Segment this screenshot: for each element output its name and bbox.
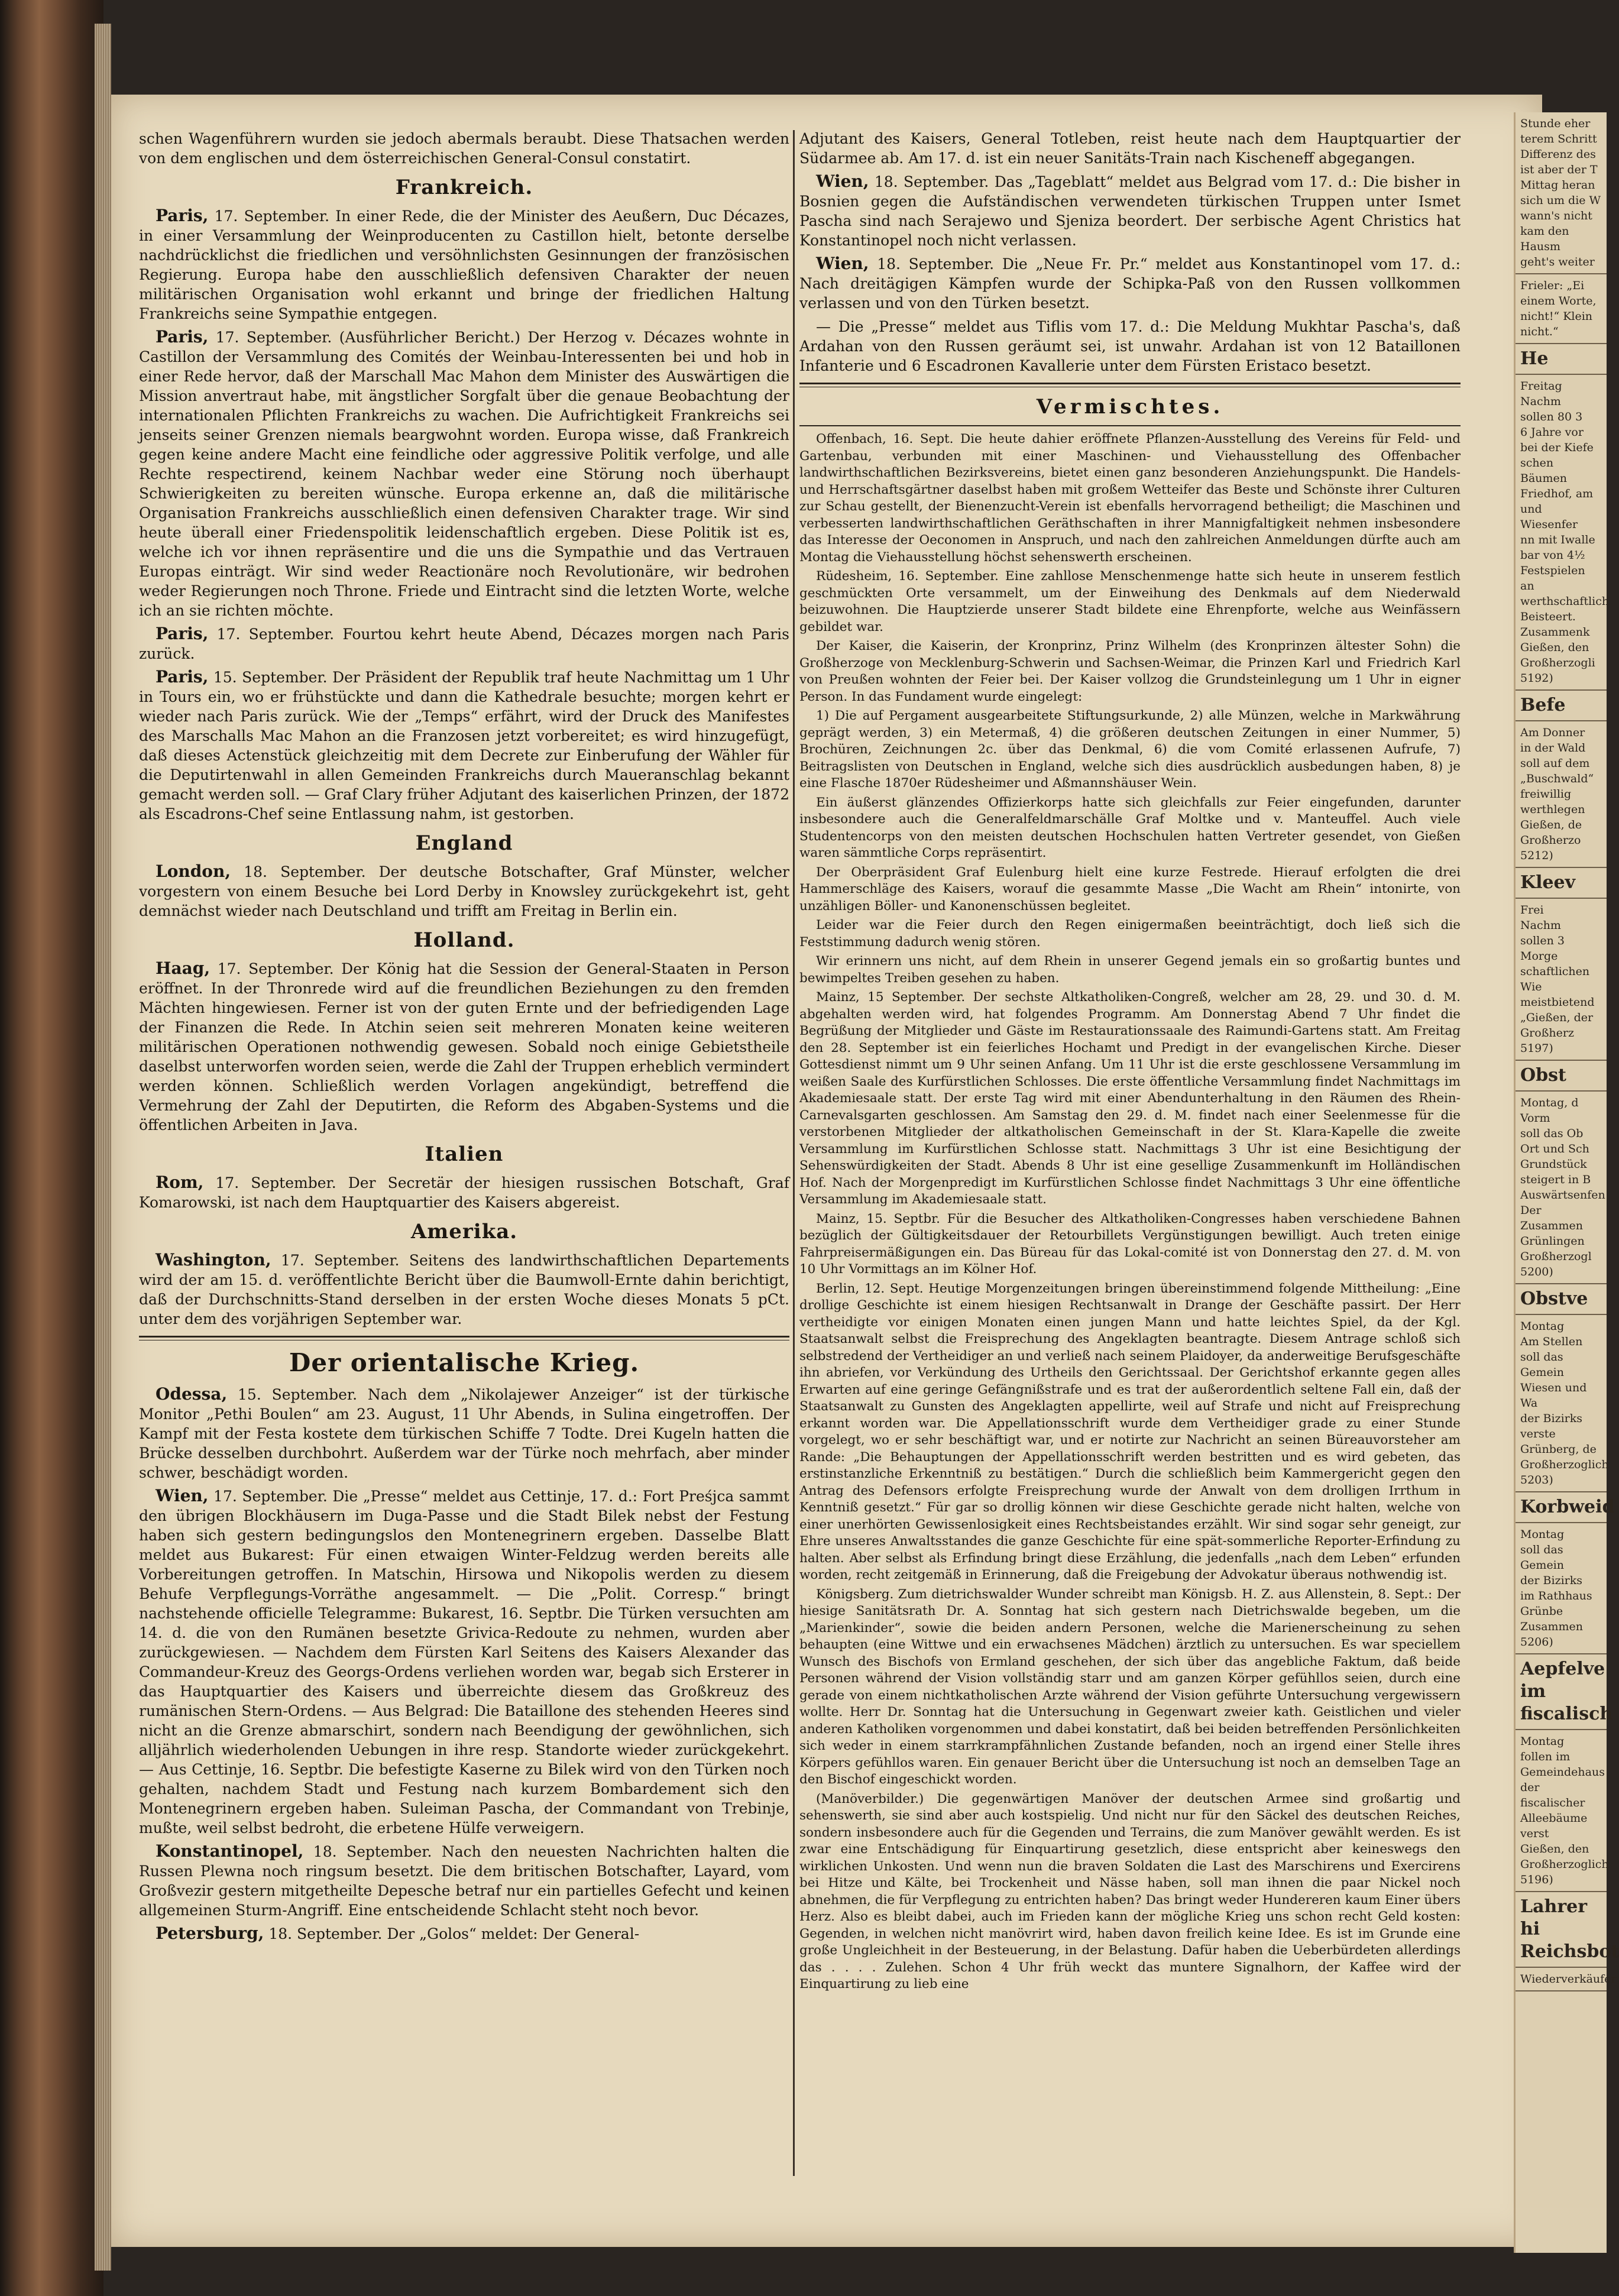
dateline: Wien, <box>816 254 869 273</box>
fragment-text: Freitag Nachm sollen 80 3 6 Jahre vor bei der Kiefe schen Bäumen Friedhof, am und Wiesenfer nn mit Iwalle bar von 4½ Festspielen an werthschaftlich Beisteert. Zusammenk Gießen, den Großherzogli 5192) <box>1516 375 1607 691</box>
news-item <box>139 1384 789 1482</box>
fragment-text: Montag, d Vorm soll das Ob Ort und Sch Grundstück steigert in B Auswärtsenfen Der Zusammen Grünlingen Großherzogl 5200) <box>1516 1092 1607 1284</box>
frankreich-items <box>139 206 789 824</box>
fragment-text: Montag soll das Gemein der Bizirks im Rathhaus Grünbe Zusammen 5206) <box>1516 1523 1607 1654</box>
fragment-text: Montag follen im Gemeindehaus der fiscalischer Alleebäume verst Gießen, den Großherzoglich 5196) <box>1516 1730 1607 1892</box>
fragment-heading: Korbweid <box>1516 1492 1607 1523</box>
news-text: 18. September. Der „Golos“ meldet: Der General- <box>264 1925 640 1942</box>
news-item <box>139 1486 789 1838</box>
news-text: 17. September. Der König hat die Session der General-Staaten in Person eröffnet. In der Thronrede wird auf die freundlichen Beziehungen zu den fremden Mächten hingewiesen. Ferner ist von der guten Ernte und der befriedigenden Lage der Finanzen die Rede. In Atchin seien seit mehreren Monaten keine weiteren militärischen Operationen nothwendig gewesen. Sobald noch einige Gebietstheile daselbst unterworfen worden seien, werde die Zahl der Truppen erheblich vermindert werden können. Schließlich werden Vorlagen angekündigt, betreffend die Vermehrung der Zahl der Deputirten, die Reform des Abgaben-Systems und die öffentlichen Arbeiten in Java. <box>139 960 789 1134</box>
fragment-heading: Aepfelve im fiscalisch <box>1516 1654 1607 1730</box>
news-item <box>139 667 789 824</box>
news-text: 17. September. In einer Rede, die der Minister des Aeußern, Duc Décazes, in einer Versammlung der Weinproducenten zu Castillon hielt, betonte derselbe nachdrücklichst die friedlichen und versöhnlichsten Gesinnungen der französischen Regierung. Europa habe den ausschließlich defensiven Charakter der neuen militärischen Organisation wohl erkannt und bringe der friedlichen Haltung Frankreichs seine Sympathie entgegen. <box>139 208 789 322</box>
dateline: Paris, <box>156 667 209 686</box>
news-item <box>799 171 1461 250</box>
news-text: 18. September. Nach den neuesten Nachrichten halten die Russen Plewna noch ringsum besetzt. Die dem britischen Botschafter, Layard, vom Großvezir gestern mitgetheilte Depesche betraf nur ein partielles Gefecht und keinen allgemeinen Sturm-Angriff. Eine entscheidende Schlacht steht noch bevor. <box>139 1843 789 1919</box>
news-text: 18. September. Der deutsche Botschafter, Graf Münster, welcher vorgestern von einem Besuche bei Lord Derby in Knowsley zurückgekehrt ist, geht demnächst wieder nach Deutschland und trifft am Freitag in Berlin ein. <box>139 863 789 919</box>
news-text: 17. September. Seitens des landwirthschaftlichen Departements wird der am 15. d. veröffentlichte Bericht über die Baumwoll-Ernte dahin berichtigt, daß der Durchschnitts-Stand derselben in der ersten Woche dieses Monats 5 pCt. unter dem des vorjährigen September war. <box>139 1252 789 1327</box>
news-item <box>139 1173 789 1212</box>
dateline: Wien, <box>156 1486 209 1505</box>
fragment-text: Stunde eher terem Schritt Differenz des ist aber der T Mittag heran sich um die W wann's nicht kam den Hausm geht's weiter <box>1516 112 1607 274</box>
fragment-heading: Obst <box>1516 1061 1607 1092</box>
news-item <box>139 1250 789 1329</box>
left-column <box>139 129 789 2198</box>
news-text: 17. September. Die „Presse“ meldet aus Cettinje, 17. d.: Fort Preśjca sammt den übrigen Blockhäusern im Duga-Passe und die Stadt Bilek nebst der Festung haben sich gestern bedingungslos den Montenegrinern ergeben. Dasselbe Blatt meldet aus Bukarest: Für einen etwaigen Winter-Feldzug werden bereits alle Vorbereitungen getroffen. In Matschin, Hirsowa und Nikopolis werden zu diesem Behufe Verpflegungs-Vorräthe angesammelt. — Die „Polit. Corresp.“ bringt nachstehende officielle Telegramme: Bukarest, 16. Septbr. Die Türken versuchten am 14. d. die von den Rumänen besetzte Grivica-Redoute zu nehmen, wurden aber zurückgewiesen. — Nachdem dem Fürsten Karl Seitens des Kaisers Alexander das Commandeur-Kreuz des Georgs-Ordens verliehen worden war, begab sich Ersterer in das Hauptquartier des Kaisers und überreichte diesem das Großkreuz des rumänischen Stern-Ordens. — Aus Belgrad: Die Bataillone des stehenden Heeres sind nicht an die Grenze abmarschirt, sondern nach Beendigung der gewöhnlichen, sich alljährlich wiederholenden Uebungen in ihre resp. Standorte wieder zurückgekehrt. — Aus Cettinje, 16. Septbr. Die befestigte Kaserne zu Bilek wird von den Türken noch gehalten, nachdem Stadt und Festung nach kurzem Bombardement sich den Montenegrinern ergeben haben. Suleiman Pascha, der Commandant von Trebinje, mußte, weil selbst bedroht, die erbetene Hülfe verweigern. <box>139 1488 789 1837</box>
right-column <box>799 129 1461 2198</box>
fragment-heading: Befe <box>1516 691 1607 721</box>
section-heading-frankreich: Frankreich. <box>395 176 533 199</box>
dateline: Paris, <box>156 327 209 346</box>
news-text: 17. September. Der Secretär der hiesigen russischen Botschaft, Graf Komarowski, ist nach dem Hauptquartier des Kaisers abgereist. <box>139 1174 789 1211</box>
dateline: Washington, <box>156 1250 271 1270</box>
news-text: 15. September. Der Präsident der Republik traf heute Nachmittag um 1 Uhr in Tours ein, wo er frühstückte und dann die Kathedrale besuchte; morgen kehrt er wieder nach Paris zurück. Wie der „Temps“ erfährt, wird der Druck des Manifestes des Marschalls Mac Mahon an die Franzosen jetzt vorbereitet; es wird hinzugefügt, daß dieses Actenstück gleichzeitig mit dem Decrete zur Einberufung der Wähler für die Deputirtenwahl in allen Gemeinden Frankreichs durch Maueranschlag bekannt gemacht werden soll. — Graf Clary früher Adjutant des kaiserlichen Prinzen, der 1872 als Escadrons-Chef seine Entlassung nahm, ist gestorben. <box>139 669 789 822</box>
heading-rule <box>799 425 1461 426</box>
dateline: London, <box>156 862 231 881</box>
section-separator <box>139 1336 789 1340</box>
paragraph: Der Oberpräsident Graf Eulenburg hielt eine kurze Festrede. Hierauf erfolgten die drei Hammerschläge des Kaisers, worauf die gesammte Masse „Die Wacht am Rhein“ intonirte, von unzähligen Böller- und Kanonenschüssen begleitet. <box>799 864 1461 914</box>
news-item <box>139 206 789 323</box>
paragraph: Wir erinnern uns nicht, auf dem Rhein in unserer Gegend jemals ein so großartig buntes und bewimpeltes Treiben gesehen zu haben. <box>799 954 1461 986</box>
news-text: 15. September. Nach dem „Nikolajewer Anzeiger“ ist der türkische Monitor „Pethi Boulen“ am 23. August, 11 Uhr Abends, in Sulina eingetroffen. Der Kampf mit der Festa kostete dem türkischen Schiffe 7 Todte. Drei Kugeln hatten die Brücke desselben durchbohrt. Außerdem war der Türke noch mehrfach, aber minder schwer, beschädigt worden. <box>139 1386 789 1481</box>
fragment-text: Am Donner in der Wald soll auf dem „Buschwald“ freiwillig werthlegen Gießen, de Großherzo 5212) <box>1516 721 1607 868</box>
dateline: Paris, <box>156 624 209 643</box>
news-item <box>139 327 789 620</box>
news-text: — Die „Presse“ meldet aus Tiflis vom 17. d.: Die Meldung Mukhtar Pascha's, daß Ardahan von den Russen geräumt sei, ist unwahr. Ardahan ist von 12 Bataillonen Infanterie und 6 Escadronen Kavallerie unter dem Fürsten Eristaco besetzt. <box>799 318 1461 374</box>
paragraph: Leider war die Feier durch den Regen einigermaßen beeinträchtigt, doch ließ sich die Feststimmung dadurch wenig stören. <box>799 918 1461 950</box>
fragment-text: Wiederverkäufer <box>1516 1968 1607 1991</box>
column-divider <box>793 130 795 2176</box>
fragment-heading: Lahrer hi Reichsbot <box>1516 1892 1607 1968</box>
fragment-text: Frei Nachm sollen 3 Morge schaftlichen Wie meistbietend „Gießen, der Großherz 5197) <box>1516 899 1607 1061</box>
dateline: Haag, <box>156 958 211 978</box>
paragraph: Königsberg. Zum dietrichswalder Wunder schreibt man Königsb. H. Z. aus Allenstein, 8. Sept.: Der hiesige Sanitätsrath Dr. A. Sonntag hat sich gestern nach Dietrichswalde begeben, um die „Marienkinder“, sowie die beiden andern Personen, welche die Marienerscheinung zu sehen behaupten (eine Wittwe und ein erwachsenes Mädchen) ärztlich zu untersuchen. Es war speciellem Wunsch des Bischofs von Ermland geschehen, der sich über das angebliche Faktum, daß beide Personen während der Vision vollständig starr und am ganzen Körper gefühllos seien, durch eine gerade von einem nichtkatholischen Arzte während der Vision geführte Untersuchung vergewissern wollte. Herr Dr. Sonntag hat die Untersuchung in Gegenwart zweier kath. Geistlichen und vieler anderen Katholiken vorgenommen und dabei konstatirt, daß bei beiden betreffenden Persönlichkeiten sich weder in einem starrkrampfähnlichen Zustande befanden, noch an irgend einer Stelle ihres Körpers gefühllos waren. Ein genauer Bericht über die Untersuchung ist noch an demselben Tage an den Bischof eingeschickt worden. <box>799 1586 1461 1787</box>
fragment-heading: Obstve <box>1516 1284 1607 1315</box>
news-text: 17. September. Fourtou kehrt heute Abend, Décazes morgen nach Paris zurück. <box>139 626 789 662</box>
paragraph: Rüdesheim, 16. September. Eine zahllose Menschenmenge hatte sich heute in unserem festlich geschmückten Orte versammelt, um der Einweihung des Denkmals auf dem Niederwald beizuwohnen. Die Hauptzierde unserer Stadt bildete eine Ehrenpforte, welche aus Weinfässern gebildet war. <box>799 569 1461 634</box>
carryover-text: schen Wagenführern wurden sie jedoch abermals beraubt. Diese Thatsachen werden von dem englischen und dem österreichischen General-Consul constatirt. <box>139 130 789 167</box>
section-heading-england: England <box>415 831 513 855</box>
page-stack-edge <box>95 24 111 2271</box>
paragraph: Mainz, 15 September. Der sechste Altkatholiken-Congreß, welcher am 28, 29. und 30. d. M. abgehalten werden wird, hat folgendes Programm. Am Donnerstag Abend 7 Uhr findet die Begrüßung der Mitglieder und Gäste im Restaurationssaale des Raimundi-Gartens statt. Am Freitag den 28. September ist ein feierliches Hochamt und Predigt in der evangelischen Kirche. Dieser Gottesdienst nimmt um 9 Uhr seinen Anfang. Um 11 Uhr ist die erste geschlossene Versammlung im weißen Saale des Kurfürstlichen Schlosses. Die erste öffentliche Versammlung findet Nachmittags im Akademiesaale statt. Der erste Tag wird mit einer Abendunterhaltung in den Räumen des Rhein-Carnevalsgarten geschlossen. Am Samstag den 29. d. M. findet nach einer Seelenmesse für die verstorbenen Mitglieder der altkatholischen Gemeinschaft in der St. Klara-Kapelle die zweite Versammlung im Kurfürstlichen Schlosse statt. Nachmittags 3 Uhr ist eine Besichtigung der Sehenswürdigkeiten der Stadt. Abends 8 Uhr ist eine gesellige Zusammenkunft im Holländischen Hof. Nach der Morgenpredigt im Kurfürstlichen Schlosse findet Nachmittags 3 Uhr eine öffentliche Versammlung im Akademiesaale statt. <box>799 990 1461 1207</box>
book-binding-spine <box>0 0 103 2296</box>
news-text: 18. September. Das „Tageblatt“ meldet aus Belgrad vom 17. d.: Die bisher in Bosnien gegen die Aufständischen verwendeten türkischen Truppen unter Ismet Pascha sind nach Serajewo und Sjeniza beordert. Der serbische Agent Christics hat Konstantinopel noch nicht verlassen. <box>799 173 1461 249</box>
news-item <box>799 316 1461 375</box>
fragment-heading: He <box>1516 344 1607 375</box>
news-item <box>139 862 789 921</box>
news-item <box>139 1841 789 1920</box>
dateline: Petersburg, <box>156 1923 264 1943</box>
news-item <box>139 1923 789 1944</box>
section-heading-orientalische-krieg: Der orientalische Krieg. <box>289 1348 640 1377</box>
fragment-text: Frieler: „Ei einem Worte, nicht!“ Klein nicht.“ <box>1516 274 1607 344</box>
paragraph: Offenbach, 16. Sept. Die heute dahier eröffnete Pflanzen-Ausstellung des Vereins für Feld- und Gartenbau, verbunden mit einer Maschinen- und Viehausstellung des Offenbacher landwirthschaftlichen Bezirksvereins, bietet einen ganz besonderen Anziehungspunkt. Die Handels- und Herrschaftsgärtner daselbst haben mit großem Wetteifer das Beste und Schönste ihrer Culturen zur Schau gestellt, der Bienenzucht-Verein ist ebenfalls hervorragend betheiligt; die Maschinen und verbesserten landwirthschaftlichen Geräthschaften in ihrer Mannigfaltigkeit nehmen insbesondere das Interesse der Oeconomen in Anspruch, und nach den zahlreichen Anmeldungen dürfte auch am Montag die Viehausstellung höchst sehenswerth erscheinen. <box>799 432 1461 565</box>
dateline: Paris, <box>156 206 209 225</box>
paragraph: Ein äußerst glänzendes Offizierkorps hatte sich gleichfalls zur Feier eingefunden, darunter insbesondere auch die Generalfeldmarschälle Graf Moltke und v. Manteuffel. Auch viele Studentencorps von den meisten deutschen Hochschulen hatten Vertreter gesendet, von Gießen waren sämmtliche Corps repräsentirt. <box>799 795 1461 860</box>
paragraph: Mainz, 15. Septbr. Für die Besucher des Altkatholiken-Congresses haben verschiedene Bahnen bezüglich der Gültigkeitsdauer der Retourbillets Vergünstigungen bewilligt. Auch treten einige Fahrpreisermäßigungen ein. Das Büreau für das Lokal-comité ist von Donnerstag den 27. d. M. von 10 Uhr Vormittags an im Kölner Hof. <box>799 1211 1461 1277</box>
section-heading-amerika: Amerika. <box>410 1220 518 1243</box>
dateline: Rom, <box>156 1173 204 1192</box>
fragment-text: Montag Am Stellen soll das Gemein Wiesen und Wa der Bizirks verste Grünberg, de Großherzoglich 5203) <box>1516 1315 1607 1492</box>
paragraph: Berlin, 12. Sept. Heutige Morgenzeitungen bringen übereinstimmend folgende Mittheilung: „Eine drollige Geschichte ist einem hiesigen Rechtsanwalt in Drange der Geschäfte passirt. Der Herr vertheidigte vor einigen Monaten einen jungen Mann und hatte leichtes Spiel, da der Kgl. Staatsanwalt selbst die Freisprechung des Angeklagten beantragte. Diesem Antrage schloß sich selbstredend der Vertheidiger an und verließ nach seinem Plaidoyer, da anderweitige Berufsgeschäfte ihn abriefen, vor Verkündung des Urtheils den Gerichtssaal. Der Gerichtshof erkannte gegen alles Erwarten auf eine geringe Gefängnißstrafe und es trat der außerordentlich seltene Fall ein, daß der Staatsanwalt zu Gunsten des Angeklagten appellirte, weil auf Strafe und nicht auf Freisprechung erkannt worden war. Die Appellationsschrift wurde dem Vertheidiger grade zu einer Stunde vorgelegt, wo er sehr beschäftigt war, und er notirte zur Nachricht an seinen Büreauvorsteher am Rande: „Die Behauptungen der Appellationsschrift werden bestritten und es wird gebeten, das erstinstanzliche Erkenntniß zu bestätigen.“ Durch die schließlich beim Kammergericht gegen den Antrag des Defensors erfolgte Freisprechung wurde der Anwalt von dem drolligen Irrthum in Kenntniß gesetzt.“ Für gar so drollig können wir diese Geschichte gerade nicht halten, welche von einer unerhörten Gewissenlosigkeit eines Rechtsbeistandes erzählt. Wir sind sogar sehr geneigt, zur Ehre unseres Anwaltsstandes die ganze Geschichte für eine spät-sommerliche Reporter-Erfindung zu halten. Aber selbst als Erfindung bringt diese Erzählung, die jedenfalls „nach dem Leben“ erfunden worden, recht zeitgemäß in Erinnerung, daß die Freigebung der Advokatur überaus nothwendig ist. <box>799 1281 1461 1582</box>
section-separator <box>799 383 1461 387</box>
section-heading-vermischtes: Vermischtes. <box>1036 395 1224 419</box>
news-item <box>799 254 1461 313</box>
section-heading-italien: Italien <box>425 1142 504 1166</box>
news-item <box>139 624 789 663</box>
dateline: Wien, <box>816 171 869 191</box>
paragraph: Der Kaiser, die Kaiserin, der Kronprinz, Prinz Wilhelm (des Kronprinzen ältester Sohn) die Großherzoge von Mecklenburg-Schwerin und Sachsen-Weimar, die Prinzen Karl und Friedrich Karl von Preußen wohnten der Feier bei. Der Kaiser vollzog die Grundsteinlegung um 1 Uhr in eigner Person. In das Fundament wurde eingelegt: <box>799 639 1461 704</box>
dateline: Odessa, <box>156 1384 228 1404</box>
news-text: 18. September. Die „Neue Fr. Pr.“ meldet aus Konstantinopel vom 17. d.: Nach dreitägigen Kämpfen wurde der Schipka-Paß von den Russen vollkommen verlassen und von den Türken besetzt. <box>799 255 1461 312</box>
fragment-heading: Kleev <box>1516 868 1607 899</box>
paragraph: (Manöverbilder.) Die gegenwärtigen Manöver der deutschen Armee sind großartig und sehenswerth, sie sind aber auch kostspielig. Und nicht nur für den Säckel des deutschen Reiches, sondern insbesondere auch für die Gegenden und Terrains, die zum Manöver gewählt werden. Es ist zwar eine Entschädigung für Einquartirung gesetzlich, diese entspricht aber keineswegs den wirklichen Unkosten. Und wenn nun die braven Soldaten die Last des Marschirens und Exercirens bei Hitze und Kälte, bei Trockenheit und Nässe haben, soll man ihnen die paar Nickel noch abnehmen, die für Verpflegung zu entrichten haben? Das bringt weder Hundereren kaum Einer übers Herz. Also es bleibt dabei, auch im Frieden kann der mögliche Krieg uns schon recht Geld kosten: Gegenden, in welchen nicht manövrirt wird, haben davon freilich keine Idee. Es ist im Grunde eine große Ungleichheit in der Besteuerung, in der Belastung. Dafür haben die Ueberbürdeten allerdings das . . . . Zulehen. Schon 4 Uhr früh weckt das muntere Signalhorn, der Kaffee wird der Einquartirung zu lieb eine <box>799 1791 1461 1991</box>
adjacent-page-edge <box>1514 112 1619 2253</box>
paragraph: 1) Die auf Pergament ausgearbeitete Stiftungsurkunde, 2) alle Münzen, welche in Markwährung geprägt werden, 3) ein Metermaß, 4) die größeren deutschen Zeitungen in einer Nummer, 5) Brochüren, Zeichnungen 2c. über das Denkmal, 6) die vom Comité erlassenen Aufrufe, 7) Beitragslisten von Deutschen in England, welche sich dies ausdrücklich ausbedungen haben, 8) je eine Flasche 1870er Rüdesheimer und Aßmannshäuser Wein. <box>799 708 1461 791</box>
section-heading-holland: Holland. <box>413 928 515 952</box>
news-item <box>139 958 789 1135</box>
vermischtes-body <box>799 431 1461 1993</box>
dateline: Konstantinopel, <box>156 1841 304 1861</box>
carryover-text: Adjutant des Kaisers, General Totleben, reist heute nach dem Hauptquartier der Südarmee ab. Am 17. d. ist ein neuer Sanitäts-Train nach Kischeneff abgegangen. <box>799 130 1461 167</box>
news-text: 17. September. (Ausführlicher Bericht.) Der Herzog v. Décazes wohnte in Castillon der Versammlung des Comités der Weinbau-Interessenten bei und hob in einer Rede hervor, daß der Marschall Mac Mahon dem Minister des Auswärtigen die Mission anvertraut habe, mit ängstlicher Sorgfalt über die genaue Beobachtung der internationalen Pflichten Frankreichs zu wachen. Die Aufrichtigkeit Frankreichs sei jenseits seiner Grenzen niemals beargwohnt worden. Europa wisse, daß Frankreich gegen keine andere Macht eine feindliche oder aggressive Politik verfolge, und alle Rechte respectirend, keinem Nachbar weder eine Störung noch überhaupt Schwierigkeiten zu bereiten wünsche. Europa erkenne an, daß die militärische Organisation Frankreichs ausschließlich einen defensiven Charakter trage. Wir sind heute überall einer Friedenspolitik leidenschaftlich ergeben. Diese Politik ist es, welche ich vor ihnen repräsentire und die uns die Sympathie und das Vertrauen Europas einträgt. Wir sind weder Reactionäre noch Revolutionäre, wir bedrohen weder Regierungen noch Throne. Friede und Eintracht sind die letzten Worte, welche ich an sie richten möchte. <box>139 329 789 619</box>
